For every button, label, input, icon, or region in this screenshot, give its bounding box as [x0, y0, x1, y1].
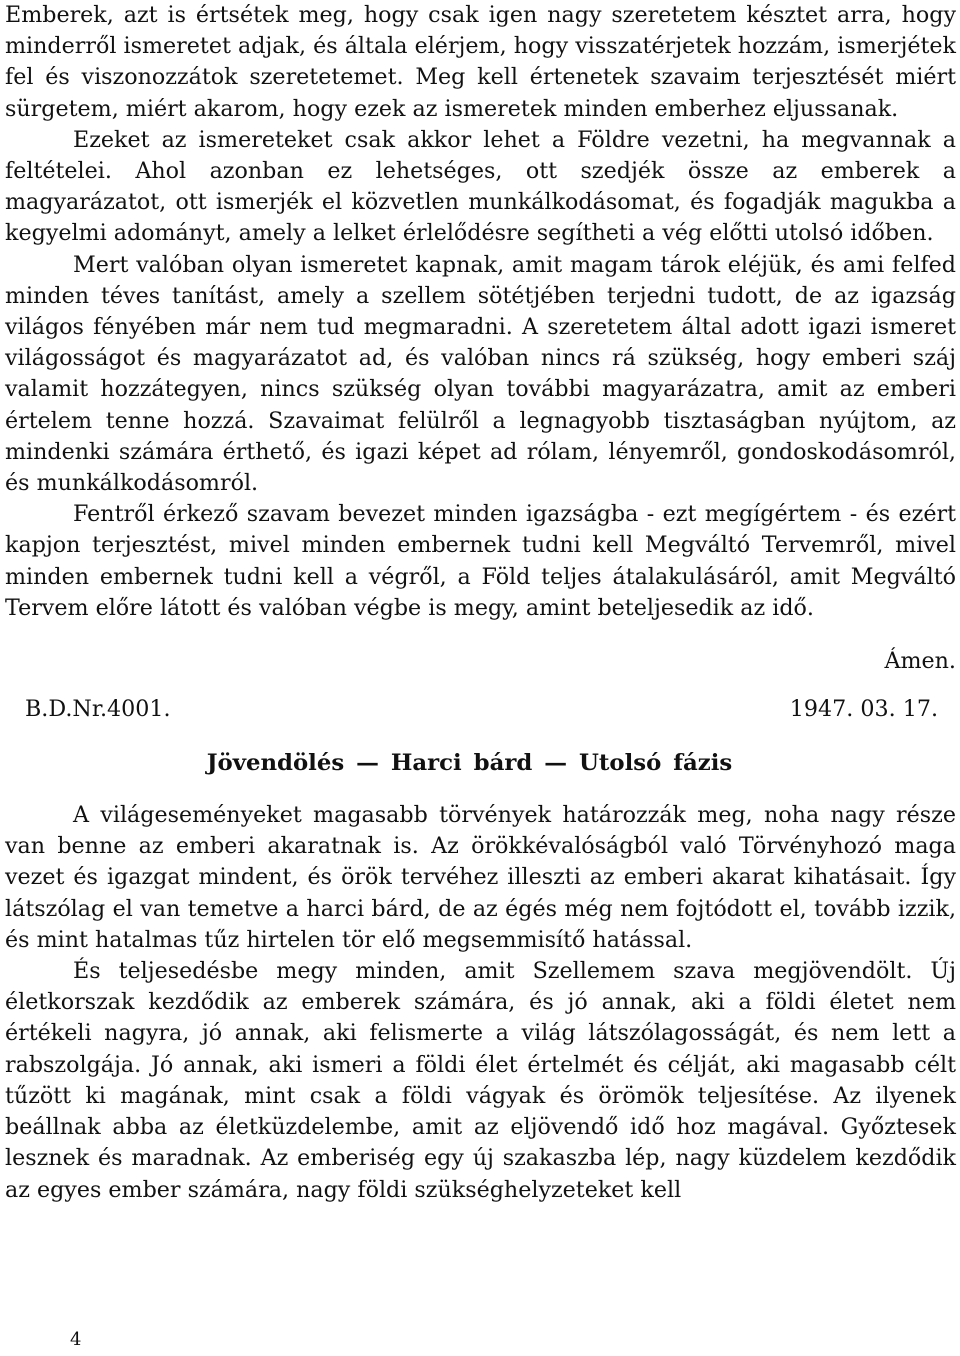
reference-number: B.D.Nr.4001. [25, 696, 171, 723]
paragraph-3: Mert valóban olyan ismeretet kapnak, amit magam tárok eléjük, és ami felfed minden téves tanítást, amely a szellem sötétjében terjedni tudott, de az igazság világos fényében már nem tud megmaradni. A szeretetem által adott igazi ismeret világosságot és magyarázatot ad, és valóban nincs rá szükség, hogy emberi száj valamit hozzátegyen, nincs szükség olyan további magyarázatra, amit az emberi értelem tenne hozzá. Szavaimat felülről a legnagyobb tisztaságban nyújtom, az mindenki számára érthető, és igazi képet ad rólam, lényemről, gondoskodásomról, és munkálkodásomról. [5, 251, 956, 497]
document-page [5, 0, 956, 1206]
paragraph-5: A világeseményeket magasabb törvények határozzák meg, noha nagy része van benne az emberi akaratnak is. Az örökkévalóságból való Törvényhozó maga vezet és igazgat mindent, és örök tervéhez illeszti az emberi akarat kihatásait. Így látszólag el van temetve a harci bárd, de az égés még nem fojtódott el, tovább izzik, és mint hatalmas tűz hirtelen tör elő megsemmisítő hatással. [5, 802, 956, 953]
reference-date: 1947. 03. 17. [789, 696, 938, 723]
paragraph-6: És teljesedésbe megy minden, amit Szellemem szava megjövendölt. Új életkorszak kezdődik az emberek számára, és jó annak, aki a földi életet nem értékeli nagyra, jó annak, aki felismerte a világ látszólagosságát, és nem lett a rabszolgája. Jó annak, aki ismeri a földi élet értelmét és célját, aki magasabb célt tűzött ki magának, mint csak a földi vágyak és örömök teljesítése. Az ilyenek beállnak abba az életküzdelembe, amit az eljövendő idő hoz magával. Győztesek lesznek és maradnak. Az emberiség egy új szakaszba lép, nagy küzdelem kezdődik az egyes ember számára, nagy földi szükséghelyzeteket kell [5, 958, 956, 1203]
paragraph-4: Fentről érkező szavam bevezet minden igazságba - ezt megígértem - és ezért kapjon terjesztést, mivel minden embernek tudni kell Megváltó Tervemről, mivel minden embernek tudni kell a végről, a Föld teljes átalakulásáról, amit Megváltó Tervem előre látott és valóban végbe is megy, amint beteljesedik az idő. [5, 501, 956, 621]
section-title: Jövendölés — Harci bárd — Utolsó fázis [206, 750, 733, 777]
page-number: 4 [70, 1329, 82, 1350]
closing-amen: Ámen. [884, 648, 956, 675]
paragraph-1: Emberek, azt is értsétek meg, hogy csak igen nagy szeretetem késztet arra, hogy minderről ismeretet adjak, és általa elérjem, hogy visszatérjetek hozzám, ismerjétek fel és viszonozzátok szeretetemet. Meg kell értenetek szavaim terjesztését miért sürgetem, miért akarom, hogy ezek az ismeretek minden emberhez eljussanak. [5, 2, 956, 122]
paragraph-2: Ezeket az ismereteket csak akkor lehet a Földre vezetni, ha megvannak a feltételei. Ahol azonban ez lehetséges, ott szedjék össze az emberek a magyarázatot, ott ismerjék el közvetlen munkálkodásomat, és fogadják magukba a kegyelmi adományt, amely a lelket érlelődésre segítheti a vég előtti utolsó időben. [5, 126, 956, 247]
reference-line [5, 694, 956, 725]
